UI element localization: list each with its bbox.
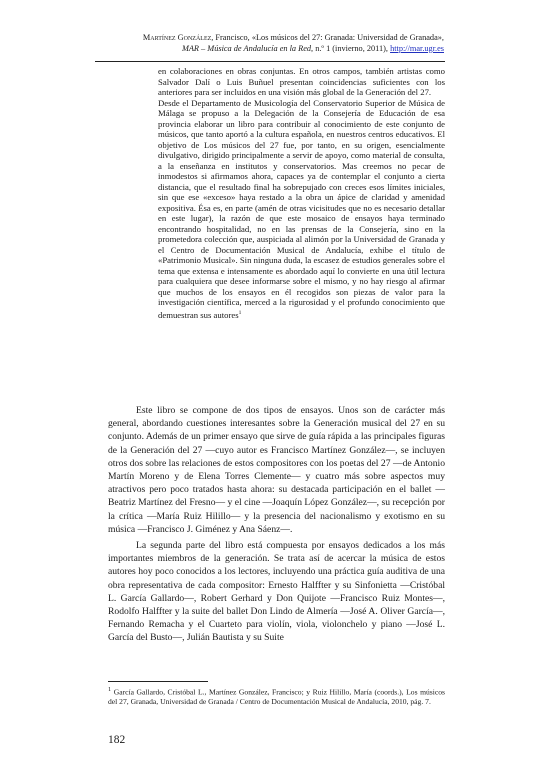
header-journal: MAR – Música de Andalucía en la Red	[181, 44, 312, 53]
header-issue: , n.º 1 (invierno, 2011),	[311, 44, 388, 53]
header-line-2	[0, 43, 444, 54]
header-line-1	[0, 32, 444, 43]
footnote-mark[interactable]: 1	[238, 309, 242, 316]
footnote-text: García Gallardo, Cristóbal L., Martínez González, Francisco; y Ruiz Hilillo, María (coords.), Los músicos del 27, Granada, Universidad de Granada / Centro de Documentación Musical de Andalucía, 2010, pág. 7.	[108, 687, 445, 707]
journal-url-link[interactable]: http://mar.ugr.es	[390, 44, 444, 53]
block-quote	[158, 66, 445, 320]
page-number: 182	[108, 734, 126, 746]
quote-paragraph: en colaboraciones en obras conjuntas. En otros campos, también artistas como Salvador Dalí o Luis Buñuel presentan coincidencias suficientes con los anteriores para ser incluidos en una visión más global de la Generación del 27.	[158, 66, 445, 97]
footnote	[108, 685, 445, 707]
header-citation: , Francisco, «Los músicos del 27: Granada: Universidad de Granada»,	[211, 33, 444, 42]
header-author: Martínez González	[142, 33, 212, 42]
footnote-rule	[108, 681, 208, 682]
body-paragraph: La segunda parte del libro está compuesta por ensayos dedicados a los más importantes miembros de la generación. Se trata así de acercar la música de estos autores hoy poco conocidos a los lectores, incluyendo una práctica guía auditiva de una obra representativa de cada compositor: Ernesto Halffter y su Sinfonietta —Cristóbal L. García Gallardo—, Robert Gerhard y Don Quijote —Francisco Ruiz Montes—, Rodolfo Halffter y la suite del ballet Don Lindo de Almería —José A. Oliver García—, Fernando Remacha y el Cuarteto para violín, viola, violonchelo y piano —José L. García del Busto—, Julián Bautista y su Suite	[108, 540, 445, 644]
body-text	[108, 404, 445, 645]
quote-paragraph: Desde el Departamento de Musicología del Conservatorio Superior de Música de Málaga se propuso a la Delegación de la Consejería de Educación de esa provincia elaborar un libro para contribuir al conocimiento de este conjunto de músicos, que tanto aportó a la cultura española, en nuestros centros educativos. El objetivo de Los músicos del 27 fue, por tanto, en su origen, esencialmente divulgativo, dirigido principalmente a servir de apoyo, como material de consulta, a la enseñanza en institutos y conservatorios. Mas creemos no pecar de inmodestos si afirmamos ahora, capaces ya de contemplar el conjunto a cierta distancia, que el resultado final ha sobrepujado con creces esos límites iniciales, sin que ese «exceso» haya restado a la obra un ápice de claridad y amenidad expositiva. Ésa es, en parte (amén de otras vicisitudes que no es necesario detallar en este lugar), la razón de que este mosaico de ensayos haya terminado encontrando hospitalidad, no en las prensas de la Consejería, sino en la prometedora colección que, auspiciada al alimón por la Universidad de Granada y el Centro de Documentación Musical de Andalucía, exhibe el título de «Patrimonio Musical». Sin ninguna duda, la escasez de estudios generales sobre el tema que extensa e intensamente es abordado aquí lo convierte en una útil lectura para cualquiera que desee informarse sobre el mismo, y no hay riesgo al afirmar que muchos de los ensayos en él recogidos son piezas de valor para la investigación científica, merced a la rigurosidad y el profundo conocimiento que demuestran sus autores$^1$	[158, 97, 445, 320]
running-header	[0, 32, 444, 54]
footnote-number: 1	[108, 686, 112, 693]
body-paragraph: Este libro se compone de dos tipos de ensayos. Unos son de carácter más general, abordando cuestiones interesantes sobre la Generación musical del 27 en su conjunto. Además de un primer ensayo que sirve de guía rápida a las principales figuras de la Generación del 27 —cuyo autor es Francisco Martínez González—, se incluyen otros dos sobre las relaciones de estos compositores con los poetas del 27 —de Antonio Martín Moreno y de Elena Torres Clemente— y cuatro más sobre aspectos muy atractivos pero poco tratados hasta ahora: su destacada participación en el ballet —Beatriz Martínez del Fresno— y el cine —Joaquín López González—, su recepción por la crítica —María Ruiz Hilillo— y la presencia del nacionalismo y exotismo en su música —Francisco J. Giménez y Ana Sáenz—.	[108, 405, 446, 535]
header-rule	[95, 61, 445, 62]
